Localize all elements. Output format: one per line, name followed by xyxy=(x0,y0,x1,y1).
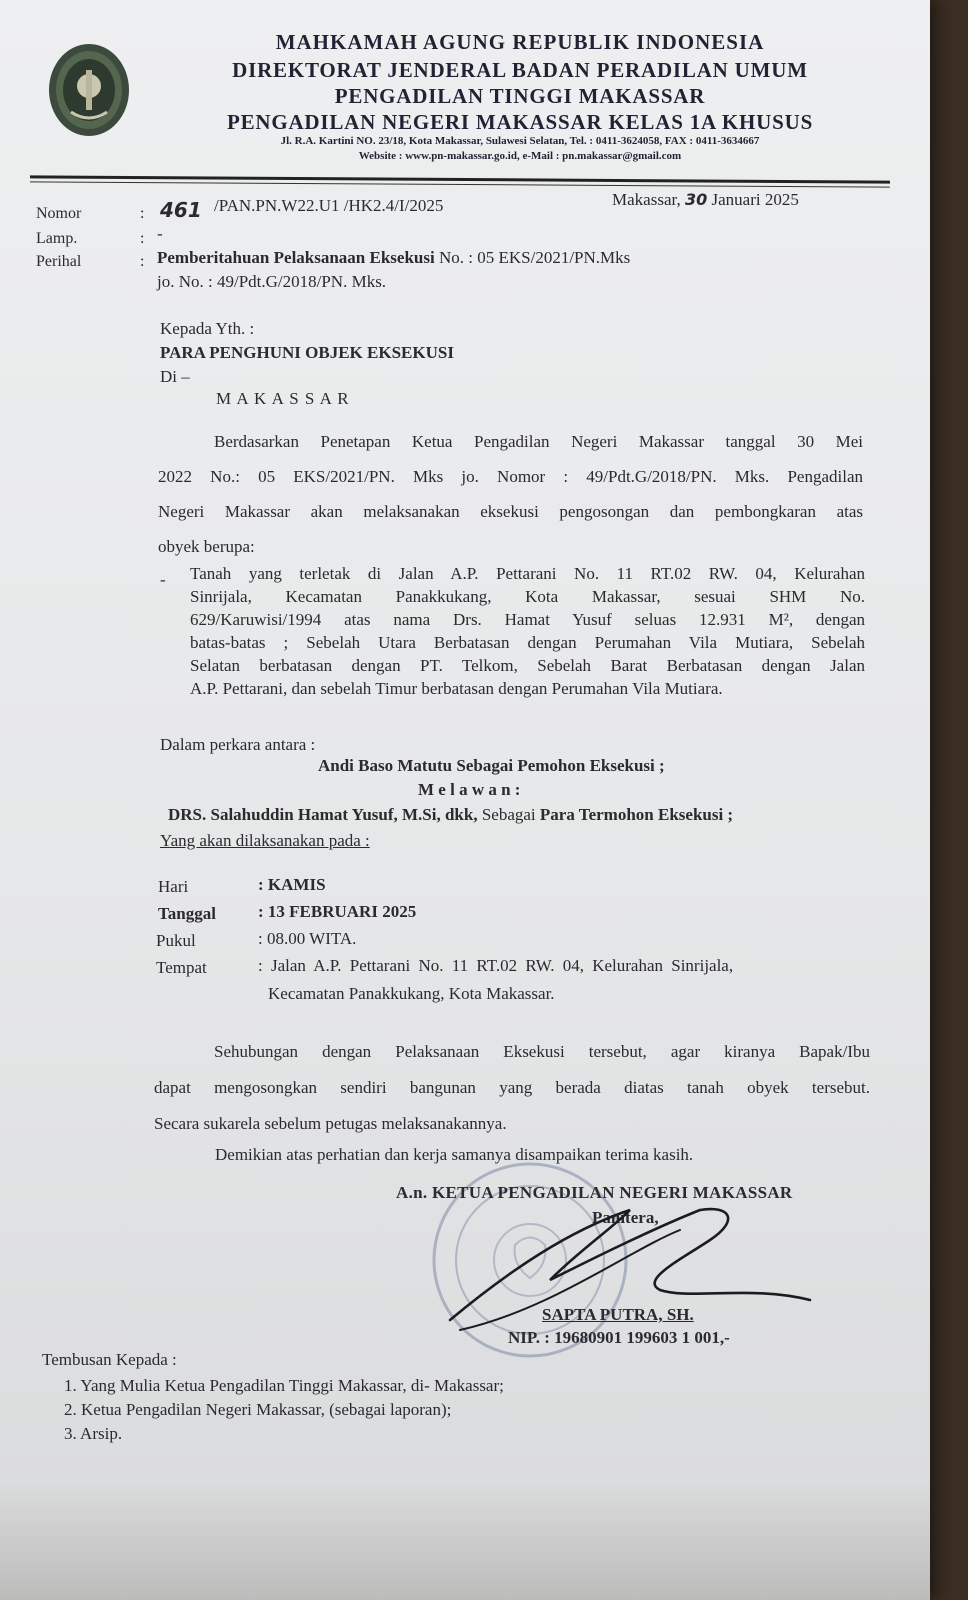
dalam-perkara: Dalam perkara antara : xyxy=(160,735,316,754)
letterhead-line-1: MAHKAMAH AGUNG REPUBLIK INDONESIA xyxy=(275,30,765,54)
kepada-yth: Kepada Yth. : xyxy=(160,319,255,338)
perihal-rest: No. : 05 EKS/2021/PN.Mks xyxy=(434,248,631,267)
letterhead-web: Website : www.pn-makassar.go.id, e-Mail : pn.makassar@gmail.com xyxy=(358,150,682,162)
tembusan-item: 3. Arsip. xyxy=(64,1424,123,1443)
para1-line: Negeri Makassar akan melaksanakan eksekusi pengosongan dan pembongkaran atas xyxy=(158,502,863,521)
nomor-handwritten: 461 xyxy=(160,198,202,222)
recipient-city: M A K A S S A R xyxy=(216,389,350,408)
place-date-suffix: Januari 2025 xyxy=(707,190,799,209)
object-line: A.P. Pettarani, dan sebelah Timur berbatasan dengan Perumahan Vila Mutiara. xyxy=(190,679,723,698)
letterhead-line-2: DIREKTORAT JENDERAL BADAN PERADILAN UMUM xyxy=(232,58,808,82)
object-line: Sinrijala, Kecamatan Panakkukang, Kota Makassar, sesuai SHM No. xyxy=(190,587,865,606)
place-date xyxy=(612,190,799,210)
page-shadow xyxy=(0,1480,930,1600)
yang-akan-dilaksanakan: Yang akan dilaksanakan pada : xyxy=(160,831,370,850)
object-line: Selatan berbatasan dengan PT. Telkom, Sebelah Barat Berbatasan dengan Jalan xyxy=(190,656,865,675)
nomor-colon: : xyxy=(140,205,145,222)
hari-label: Hari xyxy=(158,877,189,896)
tanggal-value: : 13 FEBRUARI 2025 xyxy=(258,902,417,921)
para2-line: Secara sukarela sebelum petugas melaksanakannya. xyxy=(154,1114,507,1133)
lamp-value: - xyxy=(157,224,163,243)
tempat-label: Tempat xyxy=(156,958,207,977)
court-emblem-icon xyxy=(46,40,132,140)
body-paragraph-2 xyxy=(154,1034,870,1142)
para2-line: dapat mengosongkan sendiri bangunan yang berada diatas tanah obyek tersebut. xyxy=(154,1078,870,1097)
nomor-label: Nomor xyxy=(36,205,82,222)
object-line: 629/Karuwisi/1994 atas nama Drs. Hamat Yusuf seluas 12.931 M², dengan xyxy=(190,610,865,629)
pukul-label: Pukul xyxy=(156,931,196,950)
para1-line: Berdasarkan Penetapan Ketua Pengadilan Negeri Makassar tanggal 30 Mei xyxy=(214,432,863,451)
pukul-value: : 08.00 WITA. xyxy=(258,929,357,948)
recipient-name: PARA PENGHUNI OBJEK EKSEKUSI xyxy=(160,343,454,362)
place-date-handwritten: 30 xyxy=(684,190,708,209)
perihal-label: Perihal xyxy=(36,253,82,270)
letterhead-line-4: PENGADILAN NEGERI MAKASSAR KELAS 1A KHUSUS xyxy=(226,110,814,134)
termohon-name: DRS. Salahuddin Hamat Yusuf, M.Si, dkk, xyxy=(168,805,478,824)
place-date-prefix: Makassar, xyxy=(612,190,685,209)
lamp-label: Lamp. xyxy=(36,230,78,247)
tanggal-label: Tanggal xyxy=(158,904,216,923)
signatory-nip: NIP. : 19680901 199603 1 001,- xyxy=(508,1328,730,1347)
para2-line: Sehubungan dengan Pelaksanaan Eksekusi tersebut, agar kiranya Bapak/Ibu xyxy=(214,1042,870,1061)
letterhead-address: Jl. R.A. Kartini NO. 23/18, Kota Makassar, Sulawesi Selatan, Tel. : 0411-3624058, FAX : 0411-3634667 xyxy=(280,135,760,147)
object-line: batas-batas ; Sebelah Utara Berbatasan dengan Perumahan Vila Mutiara, Sebelah xyxy=(190,633,865,652)
hari-value: : KAMIS xyxy=(258,875,326,894)
perihal-value xyxy=(157,248,630,268)
signature-title: Panitera, xyxy=(592,1208,659,1227)
tembusan-item: 1. Yang Mulia Ketua Pengadilan Tinggi Makassar, di- Makassar; xyxy=(64,1376,504,1395)
object-description xyxy=(190,562,865,700)
tembusan-item: 2. Ketua Pengadilan Negeri Makassar, (sebagai laporan); xyxy=(64,1400,452,1419)
signatory-name: SAPTA PUTRA, SH. xyxy=(542,1305,694,1324)
perihal-line-2: jo. No. : 49/Pdt.G/2018/PN. Mks. xyxy=(157,272,387,291)
termohon-mid: Sebagai xyxy=(477,805,540,824)
body-paragraph-1 xyxy=(158,424,863,564)
object-bullet: - xyxy=(160,570,166,589)
termohon xyxy=(168,805,733,825)
letterhead-line-3: PENGADILAN TINGGI MAKASSAR xyxy=(334,84,706,108)
perihal-colon: : xyxy=(140,253,145,270)
tembusan-label: Tembusan Kepada : xyxy=(42,1350,177,1369)
body-paragraph-3: Demikian atas perhatian dan kerja samanya disampaikan terima kasih. xyxy=(215,1145,694,1164)
melawan: M e l a w a n : xyxy=(418,780,521,799)
para1-line: 2022 No.: 05 EKS/2021/PN. Mks jo. Nomor : 49/Pdt.G/2018/PN. Mks. Pengadilan xyxy=(158,467,863,486)
perihal-bold: Pemberitahuan Pelaksanaan Eksekusi xyxy=(157,248,435,267)
signature-on-behalf: A.n. KETUA PENGADILAN NEGERI MAKASSAR xyxy=(396,1183,793,1202)
lamp-colon: : xyxy=(140,230,145,247)
handwritten-signature-icon xyxy=(430,1190,830,1350)
object-line: Tanah yang terletak di Jalan A.P. Pettarani No. 11 RT.02 RW. 04, Kelurahan xyxy=(190,564,865,583)
tempat-line-1: : Jalan A.P. Pettarani No. 11 RT.02 RW. 04, Kelurahan Sinrijala, xyxy=(258,956,734,975)
termohon-role: Para Termohon Eksekusi ; xyxy=(539,805,734,824)
pemohon: Andi Baso Matutu Sebagai Pemohon Eksekusi ; xyxy=(318,756,665,775)
para1-line: obyek berupa: xyxy=(158,537,255,556)
tempat-line-2: Kecamatan Panakkukang, Kota Makassar. xyxy=(268,984,555,1003)
recipient-di: Di – xyxy=(160,367,190,386)
nomor-value: /PAN.PN.W22.U1 /HK2.4/I/2025 xyxy=(214,196,444,215)
